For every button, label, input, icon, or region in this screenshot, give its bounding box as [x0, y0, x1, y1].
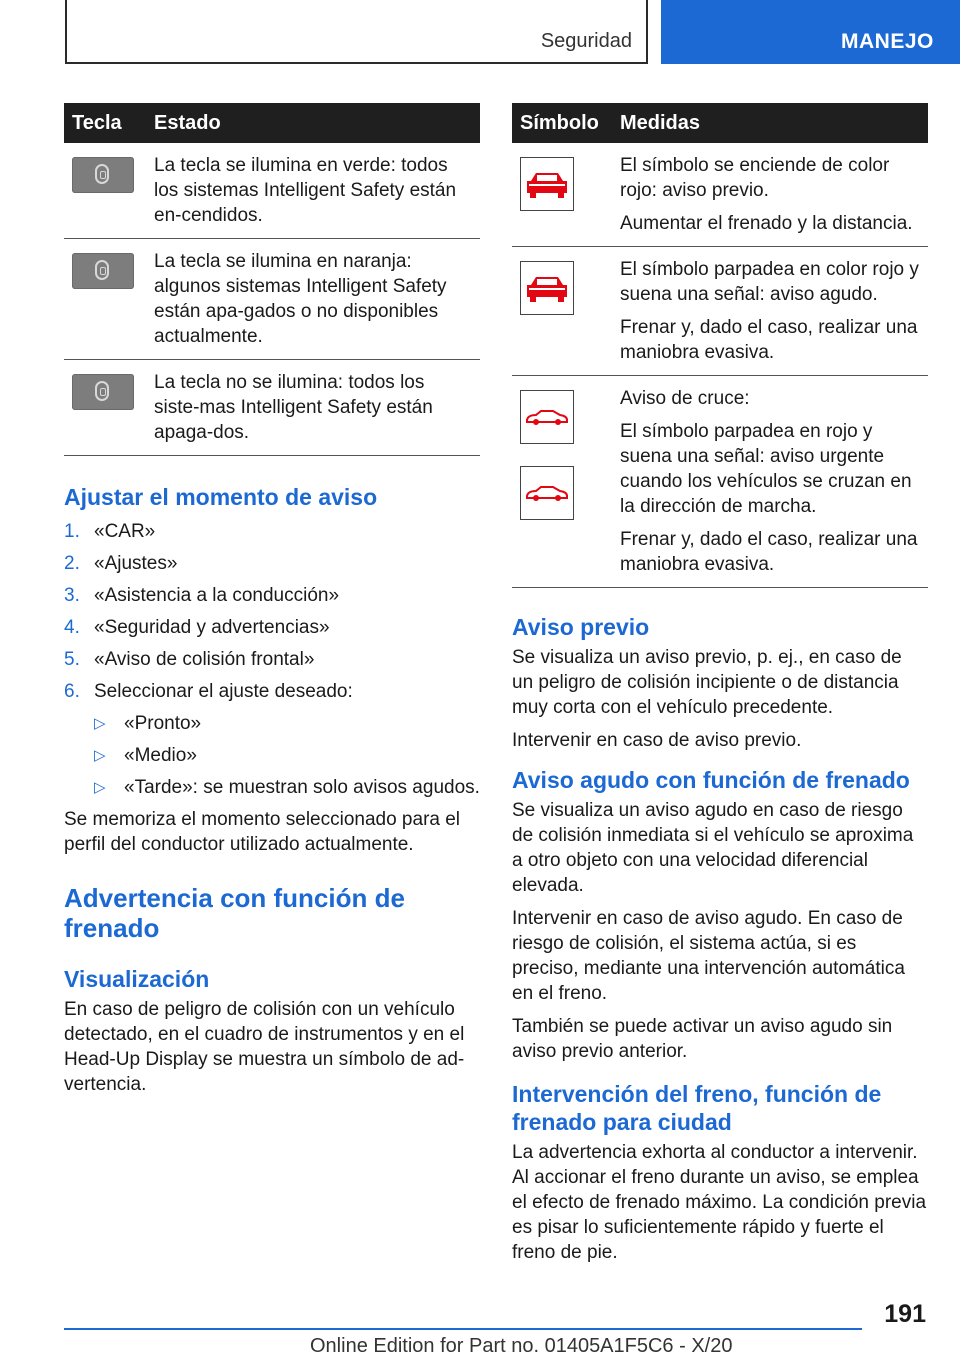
header-medidas: Medidas — [612, 103, 928, 143]
table-row — [64, 143, 480, 239]
display-heading: Visualización — [64, 966, 210, 992]
list-item — [64, 551, 480, 583]
list-item — [64, 519, 480, 551]
icon-cell — [64, 143, 146, 239]
aviso-agudo-heading: Aviso agudo con función de frenado — [512, 767, 910, 793]
step-number: 2. — [64, 553, 80, 574]
table-row — [512, 247, 928, 376]
intelligent-safety-key-icon — [72, 253, 134, 289]
key-status-table — [64, 103, 480, 456]
step-number: 3. — [64, 585, 80, 606]
header-simbolo: Símbolo — [512, 103, 612, 143]
intelligent-safety-key-icon — [72, 374, 134, 410]
red-car-warning-icon — [520, 157, 574, 211]
symbol-measures-table — [512, 103, 928, 588]
aviso-agudo-note: También se puede activar un aviso agudo sin aviso previo anterior. — [512, 1016, 893, 1062]
option-text: «Medio» — [124, 745, 197, 766]
step-number: 4. — [64, 617, 80, 638]
header-tecla: Tecla — [64, 103, 146, 143]
state-cell: La tecla no se ilumina: todos los siste-mas Intelligent Safety están apaga-dos. — [146, 360, 480, 456]
left-column — [64, 103, 480, 1097]
measures-cell — [612, 143, 928, 247]
step-text: «CAR» — [94, 521, 156, 542]
intervencion-heading: Intervención del freno, función de frenado para ciudad — [512, 1081, 882, 1135]
step-text: «Asistencia a la conducción» — [94, 585, 340, 606]
table-header-row — [64, 103, 480, 143]
option-text: «Tarde»: se muestran solo avisos agudos. — [124, 777, 480, 798]
aviso-previo-text: Se visualiza un aviso previo, p. ej., en caso de un peligro de colisión incipiente o de distancia muy corta con el vehículo precedente. — [512, 647, 902, 718]
table-row — [512, 143, 928, 247]
footer-divider — [64, 1328, 862, 1330]
list-item — [64, 711, 480, 743]
warning-heading: Advertencia con función de frenado — [64, 883, 405, 943]
list-item — [64, 583, 480, 615]
display-text: En caso de peligro de colisión con un vehículo detectado, en el cuadro de instrumentos y en el Head-Up Display se muestra un símbolo de ad-vertencia. — [64, 999, 465, 1095]
measure-line: Frenar y, dado el caso, realizar una maniobra evasiva. — [620, 529, 918, 575]
state-cell: La tecla se ilumina en naranja: algunos sistemas Intelligent Safety están apa-gados o no disponibles actualmente. — [146, 239, 480, 360]
triangle-bullet-icon: ▷ — [94, 747, 106, 764]
list-item — [64, 743, 480, 775]
options-list — [64, 711, 480, 807]
step-number: 6. — [64, 681, 80, 702]
step-text: «Aviso de colisión frontal» — [94, 649, 315, 670]
icon-cell — [64, 360, 146, 456]
triangle-bullet-icon: ▷ — [94, 715, 106, 732]
icon-cell — [512, 376, 612, 588]
step-text: Seleccionar el ajuste deseado: — [94, 681, 353, 702]
icon-cell — [512, 143, 612, 247]
step-text: «Seguridad y advertencias» — [94, 617, 330, 638]
step-text: «Ajustes» — [94, 553, 178, 574]
right-column — [512, 103, 928, 1265]
list-item — [64, 775, 480, 807]
section-title: Seguridad — [540, 30, 632, 52]
adjust-note: Se memoriza el momento seleccionado para el perfil del conductor utilizado actualmente. — [64, 809, 461, 855]
measure-line: Aviso de cruce: — [620, 388, 750, 409]
measures-cell — [612, 376, 928, 588]
aviso-previo-heading: Aviso previo — [512, 614, 650, 640]
aviso-agudo-text: Se visualiza un aviso agudo en caso de riesgo de colisión inmediata si el vehículo se aproxima a otro objeto con una velocidad diferencial elevada. — [512, 800, 914, 896]
header-estado: Estado — [146, 103, 480, 143]
aviso-previo-instruction: Intervenir en caso de aviso previo. — [512, 730, 802, 751]
intelligent-safety-key-icon — [72, 157, 134, 193]
measure-line: Frenar y, dado el caso, realizar una maniobra evasiva. — [620, 317, 918, 363]
triangle-bullet-icon: ▷ — [94, 779, 106, 796]
state-cell: La tecla se ilumina en verde: todos los sistemas Intelligent Safety están en-cendidos. — [146, 143, 480, 239]
measure-line: El símbolo parpadea en color rojo y suena una señal: aviso agudo. — [620, 259, 919, 305]
red-car-warning-icon — [520, 261, 574, 315]
measure-line: Aumentar el frenado y la distancia. — [620, 213, 913, 234]
list-item — [64, 647, 480, 679]
aviso-agudo-instruction: Intervenir en caso de aviso agudo. En caso de riesgo de colisión, el sistema actúa, si es preciso, mediante una intervención automática en el freno. — [512, 908, 905, 1004]
option-text: «Pronto» — [124, 713, 202, 734]
measures-cell — [612, 247, 928, 376]
measure-line: El símbolo se enciende de color rojo: aviso previo. — [620, 155, 890, 201]
edition-text: Online Edition for Part no. 01405A1F5C6 - X/20 — [310, 1335, 733, 1357]
steps-list — [64, 519, 480, 711]
measure-line: El símbolo parpadea en rojo y suena una señal: aviso urgente cuando los vehículos se cruzan en la dirección de marcha. — [620, 421, 912, 517]
table-row — [512, 376, 928, 588]
list-item — [64, 679, 480, 711]
table-row — [64, 239, 480, 360]
icon-cell — [64, 239, 146, 360]
crossing-car-icon — [520, 390, 574, 444]
intervencion-text: La advertencia exhorta al conductor a intervenir. Al accionar el freno durante un aviso, se emplea el efecto de frenado máximo. La condición previa es pisar lo suficientemente rápido y fuerte el freno de pie. — [512, 1142, 927, 1263]
adjust-heading: Ajustar el momento de aviso — [64, 484, 378, 510]
crossing-car-icon — [520, 466, 574, 520]
step-number: 1. — [64, 521, 80, 542]
list-item — [64, 615, 480, 647]
step-number: 5. — [64, 649, 80, 670]
table-header-row — [512, 103, 928, 143]
chapter-tab[interactable]: MANEJO — [661, 0, 960, 64]
table-row — [64, 360, 480, 456]
header-section-box — [65, 0, 648, 64]
page-number: 191 — [884, 1300, 926, 1328]
icon-cell — [512, 247, 612, 376]
